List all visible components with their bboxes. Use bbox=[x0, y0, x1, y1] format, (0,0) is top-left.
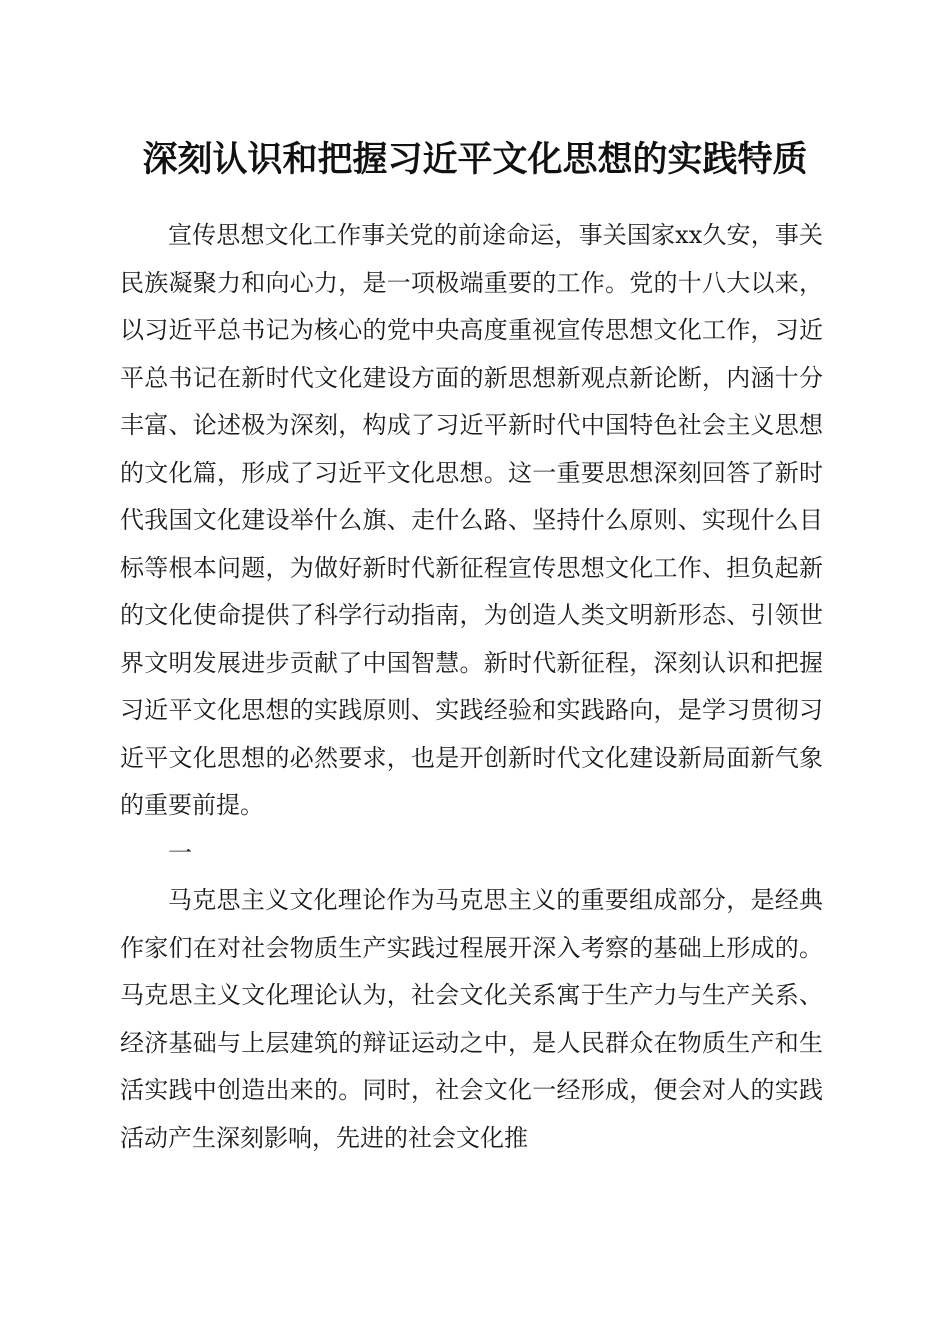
document-title: 深刻认识和把握习近平文化思想的实践特质 bbox=[142, 139, 808, 180]
section-number: 一 bbox=[168, 838, 192, 867]
document-body bbox=[120, 212, 823, 1162]
intro-paragraph: 宣传思想文化工作事关党的前途命运，事关国家xx久安，事关民族凝聚力和向心力，是一项极端重要的工作。党的十八大以来，以习近平总书记为核心的党中央高度重视宣传思想文化工作，习近平总书记在新时代文化建设方面的新思想新观点新论断，内涵十分丰富、论述极为深刻，构成了习近平新时代中国特色社会主义思想的文化篇，形成了习近平文化思想。这一重要思想深刻回答了新时代我国文化建设举什么旗、走什么路、坚持什么原则、实现什么目标等根本问题，为做好新时代新征程宣传思想文化工作、担负起新的文化使命提供了科学行动指南，为创造人类文明新形态、引领世界文明发展进步贡献了中国智慧。新时代新征程，深刻认识和把握习近平文化思想的实践原则、实践经验和实践路向，是学习贯彻习近平文化思想的必然要求，也是开创新时代文化建设新局面新气象的重要前提。 bbox=[120, 221, 823, 819]
section-paragraph: 马克思主义文化理论作为马克思主义的重要组成部分，是经典作家们在对社会物质生产实践过程展开深入考察的基础上形成的。马克思主义文化理论认为，社会文化关系寓于生产力与生产关系、经济基础与上层建筑的辩证运动之中，是人民群众在物质生产和生活实践中创造出来的。同时，社会文化一经形成，便会对人的实践活动产生深刻影响，先进的社会文化推 bbox=[120, 886, 823, 1152]
